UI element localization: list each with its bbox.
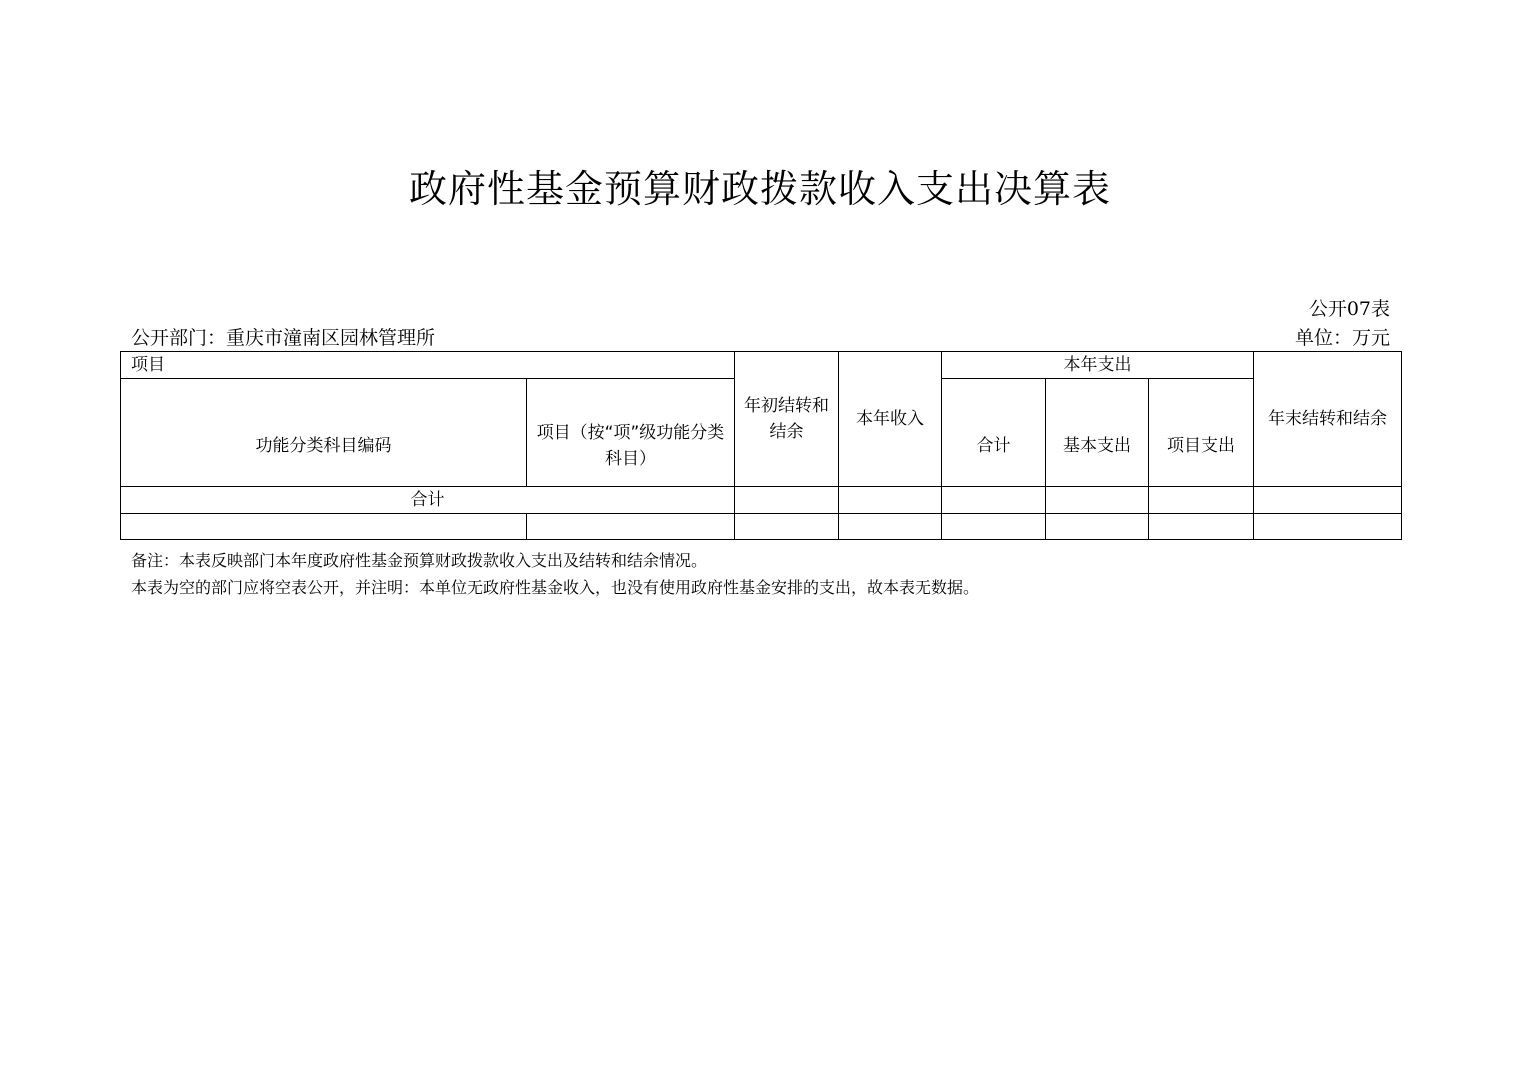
total-expense-total [942, 487, 1046, 514]
cell-expense-project [1149, 514, 1254, 540]
cell-income [839, 514, 942, 540]
note-remark: 备注：本表反映部门本年度政府性基金预算财政拨款收入支出及结转和结余情况。 [131, 551, 708, 570]
header-expense: 本年支出 [942, 352, 1254, 379]
cell-begin-balance [735, 514, 839, 540]
total-row [121, 487, 1402, 514]
header-item-name: 项目（按“项”级功能分类科目） [527, 379, 735, 487]
budget-table [120, 351, 1402, 540]
header-end-balance: 年末结转和结余 [1254, 352, 1402, 487]
department-label: 公开部门：重庆市潼南区园林管理所 [131, 327, 436, 349]
total-begin-balance [735, 487, 839, 514]
table-number: 公开07表 [1308, 298, 1390, 320]
unit-label: 单位：万元 [1294, 327, 1390, 349]
header-row-1 [121, 352, 1402, 379]
cell-end-balance [1254, 514, 1402, 540]
cell-expense-basic [1046, 514, 1149, 540]
cell-item-name [527, 514, 735, 540]
total-end-balance [1254, 487, 1402, 514]
header-expense-total: 合计 [942, 379, 1046, 487]
header-expense-basic: 基本支出 [1046, 379, 1149, 487]
total-income [839, 487, 942, 514]
total-expense-project [1149, 487, 1254, 514]
header-expense-project: 项目支出 [1149, 379, 1254, 487]
total-label: 合计 [121, 487, 735, 514]
total-expense-basic [1046, 487, 1149, 514]
cell-func-code [121, 514, 527, 540]
note-empty-table: 本表为空的部门应将空表公开，并注明：本单位无政府性基金收入，也没有使用政府性基金安排的支出，故本表无数据。 [131, 578, 980, 597]
header-func-code: 功能分类科目编码 [121, 379, 527, 487]
header-begin-balance: 年初结转和结余 [735, 352, 839, 487]
header-income: 本年收入 [839, 352, 942, 487]
header-item: 项目 [121, 352, 735, 379]
table-row [121, 514, 1402, 540]
cell-expense-total [942, 514, 1046, 540]
page-title: 政府性基金预算财政拨款收入支出决算表 [408, 167, 1111, 211]
